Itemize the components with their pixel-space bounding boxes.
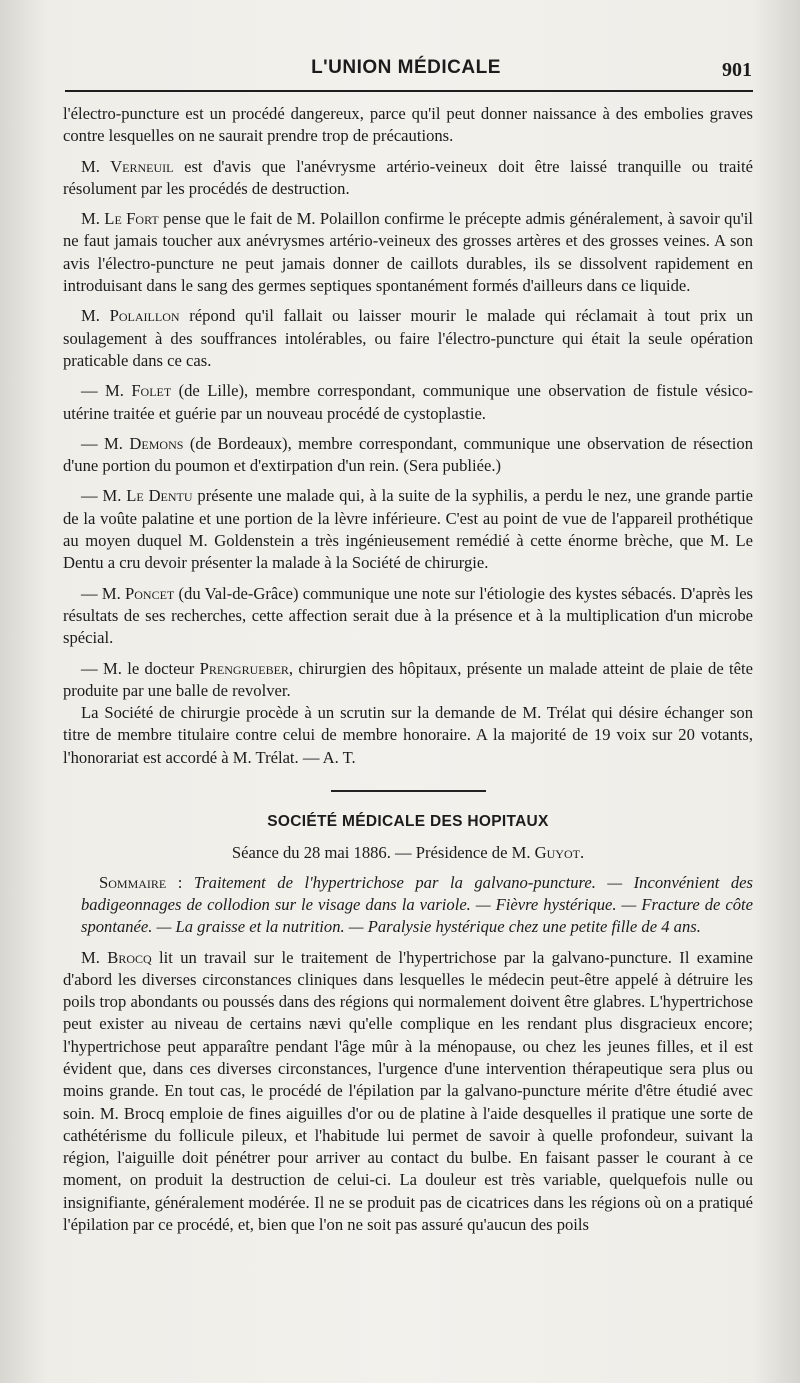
paragraph: La Société de chirurgie procède à un scrutin sur la demande de M. Trélat qui désire échanger son titre de membre titulaire contre celui de membre honoraire. A la majorité de 19 voix sur 20 votants, l'honorariat est accordé à M. Trélat. — A. T. [63, 703, 753, 767]
page-number: 901 [722, 59, 752, 81]
running-header [60, 55, 752, 85]
article-body [63, 103, 753, 1244]
paragraph: M. Verneuil est d'avis que l'anévrysme artério-veineux doit être laissé tranquille ou traité résolument par les procédés de destruction. [63, 156, 753, 198]
paragraph: M. Brocq lit un travail sur le traitement de l'hypertrichose par la galvano-puncture. Il examine d'abord les diverses circonstances cliniques dans lesquelles le médecin peut-être appelé à détruire les poils trop abondants ou poussés dans des régions qui normalement doivent être glabres. L'hypertrichose peut exister au niveau de certains nævi qu'elle complique en les rendant plus disgracieux encore; l'hypertrichose peut apparaître pendant l'âge mûr à la ménopause, ou chez les jeunes filles, et il est évident que, dans ces diverses circonstances, l'urgence d'une intervention thérapeutique sera plus ou moins grande. En tout cas, le procédé de l'épilation par la galvano-puncture mérite d'être étudié avec soin. M. Brocq emploie de fines aiguilles d'or ou de platine à l'aide desquelles il pratique une sorte de cathétérisme du follicule pileux, et l'habitude lui permet de savoir à quelle profondeur, suivant la région, l'aiguille doit pénétrer pour arriver au contact du bulbe. En faisant passer le courant à ce moment, on produit la destruction de celui-ci. La douleur est très variable, quelquefois nulle ou insignifiante, généralement modérée. Il ne se produit pas de cicatrices dans les régions où on a pratiqué l'épilation par ce procédé, et, bien que l'on ne soit pas assuré qu'aucun des poils [63, 947, 753, 1235]
president-name: Guyot [534, 843, 580, 863]
speaker-name: M. Brocq [81, 947, 152, 967]
summary-label: Sommaire [99, 872, 167, 892]
paragraph: M. Polaillon répond qu'il fallait ou laisser mourir le malade qui réclamait à tout prix un soulagement à des souffrances intolérables, ou faire l'électro-puncture qui était la seule opération praticable dans ce cas. [63, 306, 753, 370]
paragraph: — M. Poncet (du Val-de-Grâce) communique une note sur l'étiologie des kystes sébacés. D'après les résultats de ses recherches, cette affection serait due à la présence et à la multiplication d'un microbe spécial. [63, 583, 754, 648]
speaker-name: M. Polaillon [81, 306, 180, 326]
paragraph: — M. le docteur Prengrueber, chirurgien des hôpitaux, présente un malade atteint de plaie de tête produite par une balle de revolver. [63, 658, 753, 700]
journal-title: L'UNION MÉDICALE [311, 57, 501, 78]
speaker-name: Prengrueber [199, 658, 289, 678]
speaker-name: Folet [131, 381, 172, 401]
summary-text: Traitement de l'hypertrichose par la galvano-puncture. — Inconvénient des badigeonnages de collodion sur le visage dans la variole. — Fièvre hystérique. — Fracture de côte spontanée. — La graisse et la nutrition. — Paralysie hystérique chez une petite fille de 4 ans. [81, 872, 753, 937]
paragraph: — M. Demons (de Bordeaux), membre correspondant, communique une observation de résection d'une portion du poumon et d'extirpation d'un rein. (Sera publiée.) [63, 433, 754, 476]
speaker-name: M. Verneuil [81, 156, 174, 176]
section-divider [331, 790, 486, 792]
paragraph: — M. Le Dentu présente une malade qui, à la suite de la syphilis, a perdu le nez, une grande partie de la voûte palatine et une portion de la lèvre inférieure. C'est au point de vue de l'appareil prothétique au moyen duquel M. Goldenstein a très ingénieusement remédié à cette énorme brèche, que M. Le Dentu a cru devoir présenter la malade à la Société de chirurgie. [63, 486, 754, 573]
speaker-name: Le Dentu [126, 486, 193, 506]
header-rule [65, 90, 753, 92]
paragraph: — M. Folet (de Lille), membre correspondant, communique une observation de fistule vésico-utérine traitée et guérie par un nouveau procédé de cystoplastie. [63, 381, 754, 423]
speaker-name: Demons [129, 433, 184, 453]
session-line: Séance du 28 mai 1886. — Présidence de M. Guyot. [231, 843, 585, 863]
section-title: SOCIÉTÉ MÉDICALE DES HOPITAUX [267, 813, 549, 831]
summary: Sommaire : Traitement de l'hypertrichose par la galvano-puncture. — Inconvénient des badigeonnages de collodion sur le visage dans la variole. — Fièvre hystérique. — Fracture de côte spontanée. — La graisse et la nutrition. — Paralysie hystérique chez une petite fille de 4 ans. [81, 872, 753, 937]
paragraph: l'électro-puncture est un procédé dangereux, parce qu'il peut donner naissance à des embolies graves contre lesquelles on ne saurait prendre trop de précautions. [63, 104, 753, 146]
speaker-name: Poncet [125, 583, 175, 603]
speaker-name: M. Le Fort [81, 209, 159, 229]
paragraph: M. Le Fort pense que le fait de M. Polaillon confirme le précepte admis généralement, à savoir qu'il ne faut jamais toucher aux anévrysmes artério-veineux des grosses artères et des grosses veines. A son avis l'électro-puncture ne peut jamais donner de caillots durables, ils se dissolvent rapidement en introduisant dans le sang des germes septiques spontanément formés d'ailleurs dans ce liquide. [63, 209, 753, 296]
